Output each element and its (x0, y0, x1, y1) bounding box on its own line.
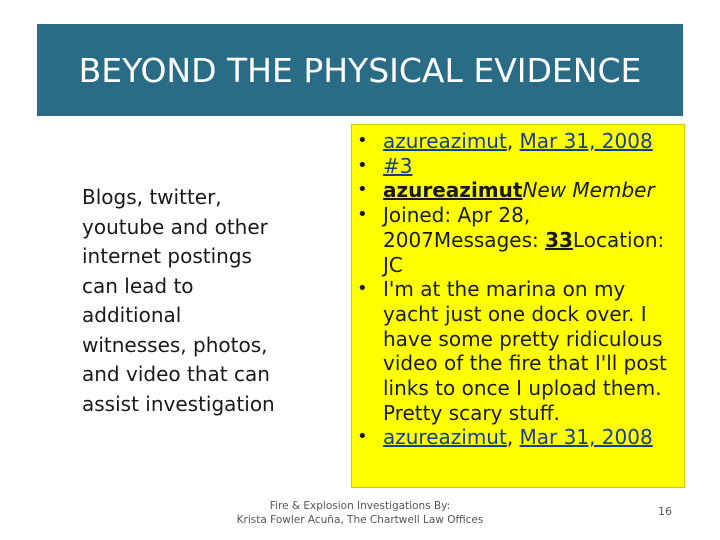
page-number: 16 (658, 505, 672, 518)
post-location: Location: JC (383, 227, 665, 277)
title-bar (37, 24, 683, 116)
bullet-icon: • (357, 154, 368, 176)
post-number-link[interactable]: #3 (383, 153, 413, 178)
forum-post-box (351, 124, 685, 488)
post-messages-label: Messages: (433, 227, 546, 252)
list-item (352, 277, 684, 425)
post-rank: New Member (522, 178, 655, 203)
post-bullet-list (352, 129, 684, 450)
post-separator: , (506, 129, 520, 153)
bullet-icon: • (357, 130, 368, 151)
list-item (352, 154, 684, 179)
post-message: I'm at the marina on my yacht just one dock over. I have some pretty ridiculous video of the fire that I'll post links to once I upload them. Pretty scary stuff. (383, 277, 667, 425)
post-user-bold-link[interactable]: azureazimut (383, 178, 523, 203)
slide-title: BEYOND THE PHYSICAL EVIDENCE (78, 50, 642, 90)
list-item (352, 178, 684, 203)
post-date-link-2[interactable]: Mar 31, 2008 (519, 425, 653, 450)
body-text: Blogs, twitter, youtube and other internet postings can lead to additional witnesses, photos, and video that can assist investigation (82, 185, 275, 416)
slide-footer (230, 499, 490, 527)
list-item (352, 129, 684, 154)
post-date-link[interactable]: Mar 31, 2008 (519, 129, 653, 153)
post-separator-2: , (506, 425, 520, 450)
footer-line-2: Krista Fowler Acuña, The Chartwell Law Offices (236, 514, 484, 526)
bullet-icon: • (357, 179, 368, 201)
bullet-icon: • (357, 204, 368, 226)
bullet-icon: • (357, 426, 368, 448)
list-item (352, 203, 684, 277)
post-joined: Joined: Apr 28, 2007 (383, 203, 531, 252)
post-messages-count[interactable]: 33 (545, 227, 573, 252)
bullet-icon: • (357, 278, 368, 300)
post-user-link-2[interactable]: azureazimut (383, 425, 507, 450)
list-item (352, 425, 684, 450)
footer-line-1: Fire & Explosion Investigations By: (269, 500, 451, 512)
post-user-link[interactable]: azureazimut (383, 129, 507, 153)
